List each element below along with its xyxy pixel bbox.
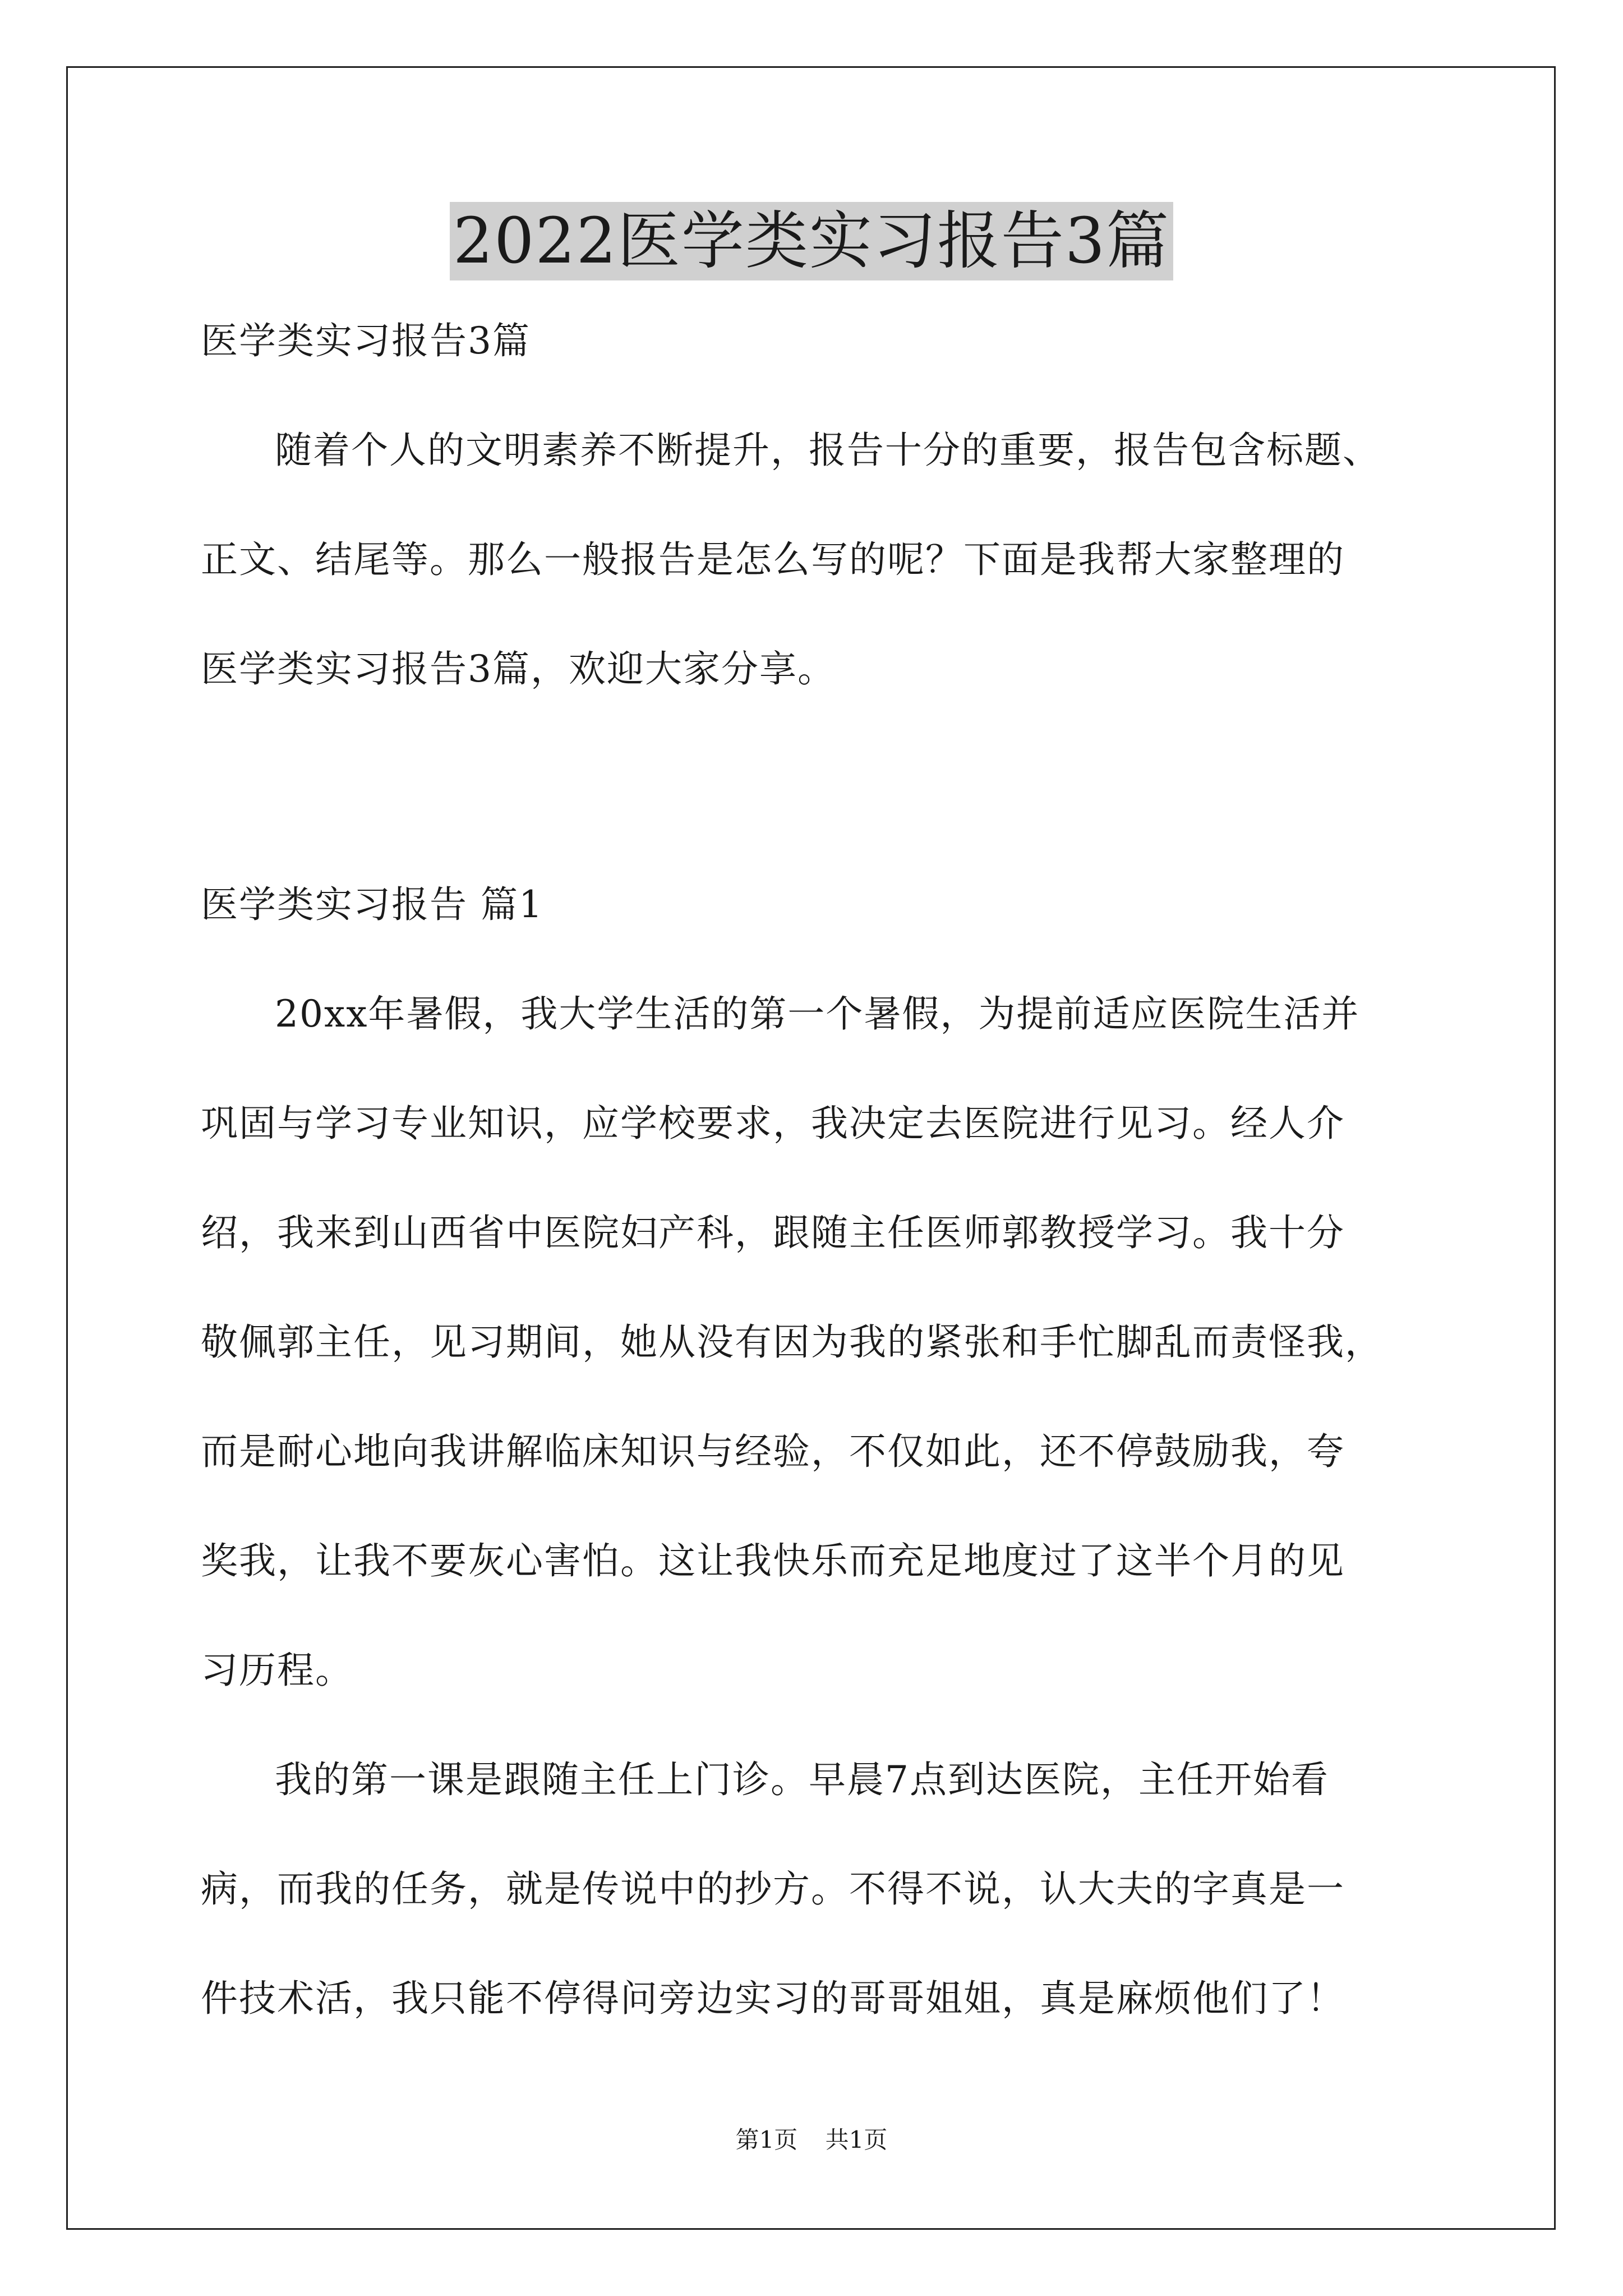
paragraph-line: 我的第一课是跟随主任上门诊。早晨7点到达医院，主任开始看 — [275, 1758, 1329, 1801]
paragraph-line: 20xx年暑假，我大学生活的第一个暑假，为提前适应医院生活并 — [275, 992, 1360, 1036]
title-container — [0, 202, 1623, 280]
page-footer — [0, 2126, 1623, 2154]
paragraph-line: 病，而我的任务，就是传说中的抄方。不得不说，认大夫的字真是一 — [201, 1867, 1345, 1911]
intro-line: 随着个人的文明素养不断提升，报告十分的重要，报告包含标题、 — [275, 429, 1381, 472]
paragraph-line: 件技术活，我只能不停得问旁边实习的哥哥姐姐，真是麻烦他们了！ — [201, 1977, 1345, 2020]
intro-line: 医学类实习报告3篇，欢迎大家分享。 — [201, 647, 836, 691]
document-subtitle: 医学类实习报告3篇 — [201, 319, 531, 362]
paragraph-line: 绍，我来到山西省中医院妇产科，跟随主任医师郭教授学习。我十分 — [201, 1211, 1345, 1254]
page-total: 共1页 — [825, 2126, 888, 2154]
page-number: 第1页 — [735, 2126, 798, 2154]
paragraph-line: 巩固与学习专业知识，应学校要求，我决定去医院进行见习。经人介 — [201, 1102, 1345, 1145]
paragraph-line: 敬佩郭主任，见习期间，她从没有因为我的紧张和手忙脚乱而责怪我， — [201, 1320, 1383, 1364]
paragraph-line: 奖我，让我不要灰心害怕。这让我快乐而充足地度过了这半个月的见 — [201, 1539, 1345, 1582]
paragraph-line: 习历程。 — [201, 1649, 353, 1692]
intro-line: 正文、结尾等。那么一般报告是怎么写的呢？下面是我帮大家整理的 — [201, 538, 1345, 581]
section-heading: 医学类实习报告 篇1 — [201, 883, 543, 926]
paragraph-line: 而是耐心地向我讲解临床知识与经验，不仅如此，还不停鼓励我，夸 — [201, 1430, 1345, 1473]
document-title: 2022医学类实习报告3篇 — [450, 202, 1173, 280]
